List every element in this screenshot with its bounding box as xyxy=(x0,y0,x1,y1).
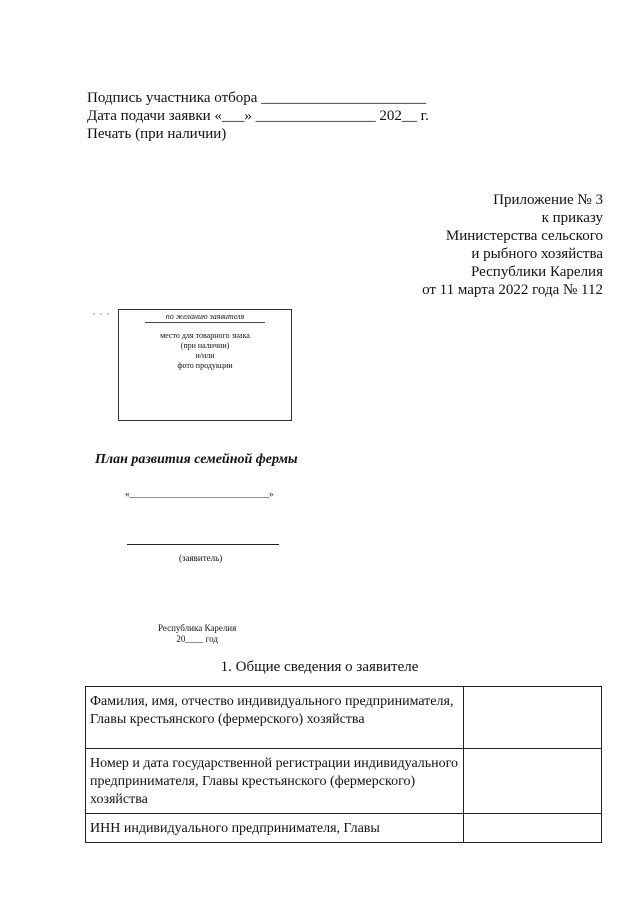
table-row xyxy=(86,687,602,749)
table-row-value[interactable] xyxy=(464,814,602,843)
scan-speck xyxy=(107,313,109,315)
appendix-order: к приказу xyxy=(541,210,603,226)
appendix-republic: Республики Карелия xyxy=(470,264,603,280)
note-underline xyxy=(145,322,265,323)
optional-note: по желанию заявителя xyxy=(165,312,245,321)
stamp-line: Печать (при наличии) xyxy=(87,126,227,142)
applicant-info-table xyxy=(85,686,602,843)
product-photo-label: фото продукции xyxy=(177,361,233,370)
plan-title: План развития семейной фермы xyxy=(95,452,298,467)
trademark-photo-box xyxy=(118,309,292,421)
signature-block xyxy=(87,89,429,143)
table-row-label: Фамилия, имя, отчество индивидуального предпринимателя, Главы крестьянского (фермерского) хозяйства xyxy=(86,687,464,749)
appendix-ministry: Министерства сельского xyxy=(445,228,603,244)
if-available-label: (при наличии) xyxy=(180,341,230,350)
place-year-block xyxy=(158,623,236,645)
applicant-underline xyxy=(127,544,279,545)
appendix-date: от 11 марта 2022 года № 112 xyxy=(422,282,603,298)
table-row-label: Номер и дата государственной регистрации индивидуального предпринимателя, Главы крестьянского (фермерского) хозяйства xyxy=(86,749,464,814)
applicant-caption: (заявитель) xyxy=(179,553,223,563)
table-row-label: ИНН индивидуального предпринимателя, Главы xyxy=(86,814,464,843)
appendix-number: Приложение № 3 xyxy=(493,192,603,208)
and-or-label: и/или xyxy=(195,351,215,360)
section-title: 1. Общие сведения о заявителе xyxy=(220,659,419,675)
table-row xyxy=(86,814,602,843)
appendix-header xyxy=(422,191,603,299)
appendix-ministry-2: и рыбного хозяйства xyxy=(471,246,603,262)
table-row xyxy=(86,749,602,814)
region-name: Республика Карелия xyxy=(158,623,237,633)
farm-name-line: «_______________________________» xyxy=(125,489,274,499)
trademark-place-label: место для товарного знака xyxy=(160,331,250,340)
submission-date-line: Дата подачи заявки «___» ________________ 202__ г. xyxy=(87,108,429,124)
table-row-value[interactable] xyxy=(464,749,602,814)
year-line: 20____ год xyxy=(176,634,218,644)
signature-line: Подпись участника отбора ______________________ xyxy=(87,90,427,106)
table-row-value[interactable] xyxy=(464,687,602,749)
scan-speck xyxy=(100,313,102,315)
scan-speck xyxy=(93,313,95,315)
